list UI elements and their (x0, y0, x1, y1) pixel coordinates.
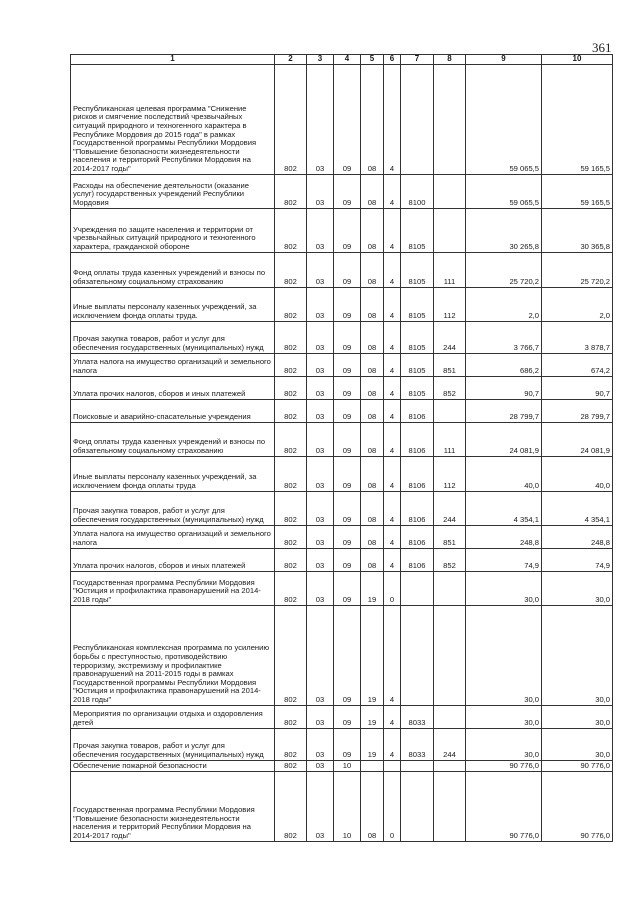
cell-code-6: 4 (384, 491, 401, 525)
header-row (71, 55, 613, 65)
cell-code-8: 851 (434, 353, 466, 376)
cell-code-5: 08 (361, 525, 384, 548)
cell-amount-9: 90 776,0 (466, 771, 542, 841)
cell-code-5: 08 (361, 399, 384, 422)
cell-code-4: 09 (334, 422, 361, 456)
cell-code-2: 802 (275, 705, 307, 728)
page-number: 361 (592, 40, 612, 55)
cell-code-3: 03 (307, 525, 334, 548)
cell-code-3: 03 (307, 571, 334, 605)
cell-code-6: 4 (384, 548, 401, 571)
cell-code-7: 8106 (401, 525, 434, 548)
cell-code-8 (434, 399, 466, 422)
cell-code-8: 244 (434, 321, 466, 353)
cell-amount-9: 25 720,2 (466, 252, 542, 287)
table-row (71, 491, 613, 525)
cell-code-8: 112 (434, 287, 466, 321)
cell-amount-9: 248,8 (466, 525, 542, 548)
cell-code-4: 09 (334, 64, 361, 174)
cell-code-8 (434, 208, 466, 252)
cell-amount-9: 90 776,0 (466, 760, 542, 771)
cell-code-2: 802 (275, 64, 307, 174)
cell-amount-9: 28 799,7 (466, 399, 542, 422)
cell-code-7: 8105 (401, 353, 434, 376)
cell-code-5: 08 (361, 174, 384, 208)
column-header: 3 (307, 55, 334, 65)
cell-code-4: 09 (334, 456, 361, 491)
table-row (71, 399, 613, 422)
cell-code-4: 09 (334, 491, 361, 525)
cell-code-4: 10 (334, 771, 361, 841)
cell-code-7: 8106 (401, 548, 434, 571)
table-row (71, 321, 613, 353)
cell-code-7: 8033 (401, 728, 434, 760)
cell-code-3: 03 (307, 376, 334, 399)
cell-code-2: 802 (275, 399, 307, 422)
column-header: 10 (542, 55, 613, 65)
cell-code-2: 802 (275, 208, 307, 252)
cell-code-5: 08 (361, 771, 384, 841)
cell-code-8 (434, 174, 466, 208)
cell-code-4: 09 (334, 321, 361, 353)
cell-amount-10: 30,0 (542, 728, 613, 760)
cell-code-2: 802 (275, 491, 307, 525)
cell-code-7 (401, 760, 434, 771)
table-row (71, 456, 613, 491)
cell-code-4: 10 (334, 760, 361, 771)
table-row (71, 208, 613, 252)
cell-code-6: 0 (384, 571, 401, 605)
cell-code-5: 08 (361, 376, 384, 399)
table-row (71, 353, 613, 376)
cell-code-3: 03 (307, 399, 334, 422)
cell-code-3: 03 (307, 287, 334, 321)
cell-amount-9: 3 766,7 (466, 321, 542, 353)
cell-code-5: 08 (361, 422, 384, 456)
cell-code-2: 802 (275, 353, 307, 376)
table-row (71, 571, 613, 605)
cell-code-7: 8100 (401, 174, 434, 208)
table-row (71, 252, 613, 287)
cell-code-7: 8106 (401, 491, 434, 525)
cell-code-5: 19 (361, 705, 384, 728)
cell-amount-10: 674,2 (542, 353, 613, 376)
table-row (71, 771, 613, 841)
cell-code-3: 03 (307, 728, 334, 760)
cell-amount-10: 3 878,7 (542, 321, 613, 353)
row-name: Иные выплаты персоналу казенных учреждений, за исключением фонда оплаты труда. (71, 287, 275, 321)
cell-code-5: 08 (361, 491, 384, 525)
row-name: Фонд оплаты труда казенных учреждений и взносы по обязательному социальному страхованию (71, 252, 275, 287)
cell-amount-9: 30,0 (466, 705, 542, 728)
cell-code-4: 09 (334, 252, 361, 287)
cell-amount-9: 59 065,5 (466, 64, 542, 174)
cell-code-5: 08 (361, 456, 384, 491)
cell-code-3: 03 (307, 174, 334, 208)
cell-code-8 (434, 771, 466, 841)
row-name: Уплата прочих налогов, сборов и иных платежей (71, 376, 275, 399)
cell-code-6: 4 (384, 208, 401, 252)
cell-code-4: 09 (334, 208, 361, 252)
cell-amount-9: 74,9 (466, 548, 542, 571)
cell-code-4: 09 (334, 548, 361, 571)
cell-code-7 (401, 771, 434, 841)
cell-amount-9: 30 265,8 (466, 208, 542, 252)
cell-code-3: 03 (307, 456, 334, 491)
cell-code-5 (361, 760, 384, 771)
cell-code-3: 03 (307, 252, 334, 287)
cell-amount-10: 90,7 (542, 376, 613, 399)
cell-code-4: 09 (334, 174, 361, 208)
cell-code-6: 4 (384, 353, 401, 376)
cell-amount-10: 30 365,8 (542, 208, 613, 252)
table-row (71, 376, 613, 399)
cell-amount-9: 30,0 (466, 605, 542, 705)
row-name: Уплата налога на имущество организаций и земельного налога (71, 353, 275, 376)
cell-code-7: 8033 (401, 705, 434, 728)
cell-code-7: 8106 (401, 456, 434, 491)
cell-amount-10: 74,9 (542, 548, 613, 571)
column-header: 1 (71, 55, 275, 65)
row-name: Государственная программа Республики Мордовия "Юстиция и профилактика правонарушений на 2014-2018 годы" (71, 571, 275, 605)
cell-code-6: 4 (384, 728, 401, 760)
cell-code-7 (401, 605, 434, 705)
table-row (71, 728, 613, 760)
cell-code-8: 244 (434, 491, 466, 525)
cell-code-8 (434, 705, 466, 728)
cell-amount-10: 30,0 (542, 705, 613, 728)
cell-code-2: 802 (275, 287, 307, 321)
cell-code-6: 4 (384, 456, 401, 491)
row-name: Прочая закупка товаров, работ и услуг для обеспечения государственных (муниципальных) нужд (71, 491, 275, 525)
table-row (71, 760, 613, 771)
cell-code-4: 09 (334, 287, 361, 321)
cell-code-2: 802 (275, 548, 307, 571)
cell-code-2: 802 (275, 422, 307, 456)
cell-code-5: 19 (361, 571, 384, 605)
cell-code-3: 03 (307, 422, 334, 456)
row-name: Фонд оплаты труда казенных учреждений и взносы по обязательному социальному страхованию (71, 422, 275, 456)
cell-code-2: 802 (275, 605, 307, 705)
cell-code-6: 4 (384, 705, 401, 728)
cell-amount-10: 40,0 (542, 456, 613, 491)
table-row (71, 174, 613, 208)
cell-amount-9: 59 065,5 (466, 174, 542, 208)
cell-amount-10: 2,0 (542, 287, 613, 321)
cell-code-6: 4 (384, 287, 401, 321)
row-name: Мероприятия по организации отдыха и оздоровления детей (71, 705, 275, 728)
cell-code-7: 8106 (401, 399, 434, 422)
cell-code-5: 08 (361, 64, 384, 174)
cell-code-3: 03 (307, 64, 334, 174)
cell-code-3: 03 (307, 760, 334, 771)
cell-code-8: 852 (434, 376, 466, 399)
table-row (71, 287, 613, 321)
cell-code-6 (384, 760, 401, 771)
cell-amount-10: 28 799,7 (542, 399, 613, 422)
cell-code-3: 03 (307, 208, 334, 252)
cell-code-6: 4 (384, 252, 401, 287)
cell-code-3: 03 (307, 353, 334, 376)
cell-code-5: 08 (361, 208, 384, 252)
row-name: Иные выплаты персоналу казенных учреждений, за исключением фонда оплаты труда (71, 456, 275, 491)
cell-amount-9: 686,2 (466, 353, 542, 376)
column-header: 4 (334, 55, 361, 65)
cell-code-7: 8106 (401, 422, 434, 456)
cell-code-3: 03 (307, 771, 334, 841)
table-row (71, 64, 613, 174)
row-name: Обеспечение пожарной безопасности (71, 760, 275, 771)
cell-code-5: 08 (361, 321, 384, 353)
cell-code-2: 802 (275, 321, 307, 353)
cell-amount-10: 24 081,9 (542, 422, 613, 456)
cell-code-4: 09 (334, 728, 361, 760)
cell-amount-10: 248,8 (542, 525, 613, 548)
cell-amount-10: 30,0 (542, 571, 613, 605)
row-name: Расходы на обеспечение деятельности (оказание услуг) государственных учреждений Республики Мордовия (71, 174, 275, 208)
cell-code-2: 802 (275, 728, 307, 760)
table-row (71, 605, 613, 705)
cell-code-7: 8105 (401, 208, 434, 252)
table-row (71, 548, 613, 571)
cell-code-6: 4 (384, 525, 401, 548)
row-name: Республиканская комплексная программа по усилению борьбы с преступностью, противодействию терроризму, экстремизму и профилактике правонарушений на 2011-2015 годы в рамках Государственной программы Республики Мордовия "Юстиция и профилактика правонарушений на 2014-2018 годы" (71, 605, 275, 705)
cell-code-3: 03 (307, 705, 334, 728)
cell-code-3: 03 (307, 491, 334, 525)
cell-code-8 (434, 760, 466, 771)
table-row (71, 525, 613, 548)
cell-code-2: 802 (275, 760, 307, 771)
cell-code-8: 852 (434, 548, 466, 571)
cell-code-7 (401, 571, 434, 605)
cell-amount-10: 90 776,0 (542, 760, 613, 771)
cell-code-4: 09 (334, 605, 361, 705)
column-header: 6 (384, 55, 401, 65)
cell-code-5: 08 (361, 252, 384, 287)
cell-code-6: 4 (384, 605, 401, 705)
cell-code-8: 112 (434, 456, 466, 491)
cell-code-2: 802 (275, 771, 307, 841)
column-header: 5 (361, 55, 384, 65)
cell-code-2: 802 (275, 174, 307, 208)
cell-code-2: 802 (275, 252, 307, 287)
cell-code-8: 851 (434, 525, 466, 548)
cell-amount-9: 90,7 (466, 376, 542, 399)
cell-amount-9: 40,0 (466, 456, 542, 491)
cell-amount-10: 25 720,2 (542, 252, 613, 287)
cell-amount-10: 4 354,1 (542, 491, 613, 525)
cell-amount-9: 24 081,9 (466, 422, 542, 456)
cell-amount-9: 30,0 (466, 571, 542, 605)
cell-code-8: 244 (434, 728, 466, 760)
cell-amount-10: 30,0 (542, 605, 613, 705)
cell-code-6: 4 (384, 376, 401, 399)
cell-code-8 (434, 64, 466, 174)
cell-code-6: 4 (384, 399, 401, 422)
cell-amount-9: 4 354,1 (466, 491, 542, 525)
cell-code-5: 19 (361, 605, 384, 705)
table-row (71, 705, 613, 728)
cell-code-7 (401, 64, 434, 174)
cell-code-5: 08 (361, 353, 384, 376)
cell-amount-10: 59 165,5 (542, 174, 613, 208)
cell-code-4: 09 (334, 353, 361, 376)
cell-code-7: 8105 (401, 321, 434, 353)
cell-code-5: 19 (361, 728, 384, 760)
column-header: 2 (275, 55, 307, 65)
cell-code-5: 08 (361, 287, 384, 321)
cell-code-6: 4 (384, 174, 401, 208)
cell-code-8 (434, 571, 466, 605)
cell-code-6: 4 (384, 422, 401, 456)
row-name: Прочая закупка товаров, работ и услуг для обеспечения государственных (муниципальных) нужд (71, 321, 275, 353)
cell-code-6: 4 (384, 321, 401, 353)
cell-code-8: 111 (434, 252, 466, 287)
row-name: Государственная программа Республики Мордовия "Повышение безопасности жизнедеятельности населения и территорий Республики Мордовия на 2014-2017 годы" (71, 771, 275, 841)
cell-code-3: 03 (307, 548, 334, 571)
cell-code-5: 08 (361, 548, 384, 571)
cell-code-6: 0 (384, 771, 401, 841)
cell-code-6: 4 (384, 64, 401, 174)
row-name: Уплата налога на имущество организаций и земельного налога (71, 525, 275, 548)
cell-code-2: 802 (275, 571, 307, 605)
cell-code-4: 09 (334, 376, 361, 399)
cell-code-4: 09 (334, 705, 361, 728)
cell-code-8 (434, 605, 466, 705)
row-name: Поисковые и аварийно-спасательные учреждения (71, 399, 275, 422)
cell-code-4: 09 (334, 525, 361, 548)
budget-table (70, 54, 613, 842)
column-header: 8 (434, 55, 466, 65)
cell-code-7: 8105 (401, 376, 434, 399)
cell-code-8: 111 (434, 422, 466, 456)
cell-code-3: 03 (307, 605, 334, 705)
row-name: Уплата прочих налогов, сборов и иных платежей (71, 548, 275, 571)
row-name: Прочая закупка товаров, работ и услуг для обеспечения государственных (муниципальных) нужд (71, 728, 275, 760)
cell-code-4: 09 (334, 399, 361, 422)
table-row (71, 422, 613, 456)
cell-amount-10: 59 165,5 (542, 64, 613, 174)
cell-code-3: 03 (307, 321, 334, 353)
column-header: 7 (401, 55, 434, 65)
cell-code-7: 8105 (401, 252, 434, 287)
cell-amount-10: 90 776,0 (542, 771, 613, 841)
column-header: 9 (466, 55, 542, 65)
cell-amount-9: 2,0 (466, 287, 542, 321)
row-name: Республиканская целевая программа "Снижение рисков и смягчение последствий чрезвычайных ситуаций природного и техногенного характера в Республике Мордовия до 2015 года" в рамках Государственной программы Республики Мордовия "Повышение безопасности жизнедеятельности населения и территорий Республики Мордовия на 2014-2017 годы" (71, 64, 275, 174)
cell-code-2: 802 (275, 376, 307, 399)
cell-amount-9: 30,0 (466, 728, 542, 760)
cell-code-2: 802 (275, 525, 307, 548)
cell-code-7: 8105 (401, 287, 434, 321)
row-name: Учреждения по защите населения и территории от чрезвычайных ситуаций природного и техногенного характера, гражданской обороне (71, 208, 275, 252)
cell-code-2: 802 (275, 456, 307, 491)
cell-code-4: 09 (334, 571, 361, 605)
